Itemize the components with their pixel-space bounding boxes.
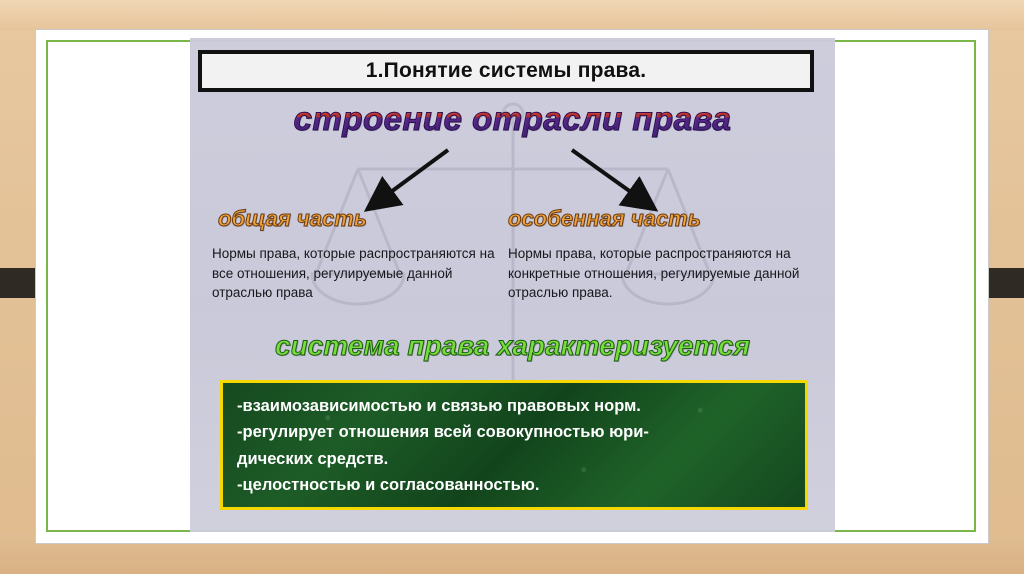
arrow-left — [380, 150, 448, 200]
characteristic-line: -регулирует отношения всей совокупностью юри- — [237, 423, 649, 442]
branch-text-general: Нормы права, которые распространяются на все отношения, регулируемые данной отраслью права — [212, 246, 495, 301]
slide-content-panel — [190, 38, 835, 532]
page-title: 1.Понятие системы права. — [365, 59, 647, 82]
characteristic-line: -взаимозависимостью и связью правовых норм. — [237, 397, 641, 415]
frame-top — [0, 0, 1024, 30]
branch-label-general: общая часть — [218, 206, 367, 231]
characteristics-box — [220, 380, 808, 510]
wordart-heading: строение отрасли права — [190, 100, 835, 138]
arrow-right — [572, 150, 642, 200]
branch-text-special: Нормы права, которые распространяются на конкретные отношения, регулируемые данной отраслью права. — [508, 246, 800, 301]
wordart-characterized: система права характеризуется — [275, 330, 750, 361]
branch-label-special: особенная часть — [508, 206, 701, 231]
characteristic-line: дических средств. — [237, 449, 389, 468]
characteristic-line: -целостностью и согласованностью. — [237, 475, 540, 494]
slide-title-box — [198, 50, 814, 92]
